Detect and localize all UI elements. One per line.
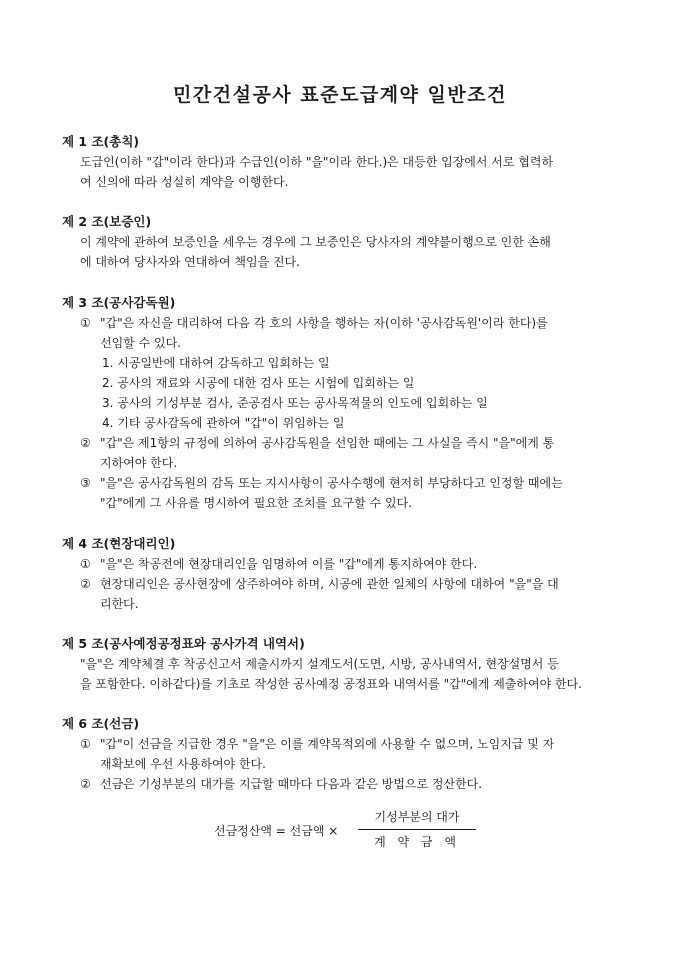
clause-continuation: 선임할 수 있다. bbox=[100, 336, 181, 350]
article-text-line: 을 포함한다. 이하같다)를 기초로 작성한 공사예정 공정표와 내역서를 "갑"에게 제출하여야 한다. bbox=[80, 677, 582, 691]
article-text-line: 이 계약에 관하여 보증인을 세우는 경우에 그 보증인은 당사자의 계약불이행으로 인한 손해 bbox=[80, 235, 551, 249]
formula-lhs: 선금정산액 = 선금액 × bbox=[214, 824, 339, 838]
article-heading: 제 2 조(보증인) bbox=[62, 214, 152, 229]
article-text-line: "을"은 계약체결 후 착공신고서 제출시까지 설계도서(도면, 시방, 공사내역서, 현장설명서 등 bbox=[80, 657, 559, 671]
article-1 bbox=[62, 132, 622, 192]
clause-continuation: 리한다. bbox=[100, 597, 139, 611]
clause-continuation: "갑"에게 그 사유를 명시하여 필요한 조치를 요구할 수 있다. bbox=[100, 496, 412, 510]
article-5 bbox=[62, 634, 622, 694]
clause-item bbox=[62, 313, 622, 333]
formula-fraction bbox=[358, 808, 476, 851]
sub-item: 4. 기타 공사감독에 관하여 "갑"이 위임하는 일 bbox=[102, 416, 345, 430]
clause-number: ① bbox=[80, 737, 91, 751]
clause-text: "갑"은 제1항의 규정에 의하여 공사감독원을 선임한 때에는 그 사실을 즉시 "을"에게 통 bbox=[100, 436, 555, 450]
article-heading: 제 6 조(선금) bbox=[62, 716, 140, 731]
clause-item bbox=[62, 433, 622, 453]
clause-item bbox=[62, 473, 622, 493]
clause-continuation: 지하여야 한다. bbox=[100, 456, 178, 470]
article-2 bbox=[62, 212, 622, 272]
article-text-line: 도급인(이하 "갑"이라 한다)과 수급인(이하 "을"이라 한다.)은 대등한 입장에서 서로 협력하 bbox=[80, 155, 554, 169]
clause-number: ① bbox=[80, 316, 91, 330]
settlement-formula bbox=[0, 808, 680, 848]
article-heading: 제 5 조(공사예정공정표와 공사가격 내역서) bbox=[62, 636, 305, 651]
fraction-bar bbox=[358, 829, 476, 830]
clause-text: "을"은 착공전에 현장대리인을 임명하여 이를 "갑"에게 통지하여야 한다. bbox=[100, 557, 478, 571]
formula-denominator: 계 약 금 액 bbox=[374, 835, 460, 849]
clause-text: "갑"이 선금을 지급한 경우 "을"은 이를 계약목적외에 사용할 수 없으며, 노임지급 및 자 bbox=[100, 737, 555, 751]
clause-number: ② bbox=[80, 436, 91, 450]
clause-item bbox=[62, 574, 622, 594]
clause-number: ② bbox=[80, 777, 91, 791]
article-heading: 제 4 조(현장대리인) bbox=[62, 536, 176, 551]
clause-text: 현장대리인은 공사현장에 상주하여야 하며, 시공에 관한 일체의 사항에 대하여 "을"을 대 bbox=[100, 577, 559, 591]
clause-continuation: 재확보에 우선 사용하여야 한다. bbox=[100, 757, 266, 771]
formula-numerator: 기성부분의 대가 bbox=[374, 810, 460, 824]
clause-text: "갑"은 자신을 대리하여 다음 각 호의 사항을 행하는 자(이하 '공사감독원'이라 한다)를 bbox=[100, 316, 548, 330]
clause-number: ① bbox=[80, 557, 91, 571]
clause-text: "을"은 공사감독원의 감독 또는 지시사항이 공사수행에 현저히 부당하다고 인정할 때에는 bbox=[100, 476, 563, 490]
article-text-line: 여 신의에 따라 성실히 계약을 이행한다. bbox=[80, 175, 289, 189]
article-6 bbox=[62, 714, 622, 794]
clause-number: ③ bbox=[80, 476, 91, 490]
clause-item bbox=[62, 734, 622, 754]
clause-text: 선금은 기성부분의 대가를 지급할 때마다 다음과 같은 방법으로 정산한다. bbox=[100, 777, 483, 791]
clause-item bbox=[62, 774, 622, 794]
article-text-line: 에 대하여 당사자와 연대하여 책임을 진다. bbox=[80, 255, 300, 269]
page-title: 민간건설공사 표준도급계약 일반조건 bbox=[173, 84, 507, 106]
article-heading: 제 1 조(총칙) bbox=[62, 134, 140, 149]
sub-item: 3. 공사의 기성부분 검사, 준공검사 또는 공사목적물의 인도에 입회하는 일 bbox=[102, 396, 488, 410]
article-4 bbox=[62, 534, 622, 614]
sub-item: 2. 공사의 재료와 시공에 대한 검사 또는 시험에 입회하는 일 bbox=[102, 376, 415, 390]
clause-item bbox=[62, 554, 622, 574]
sub-item: 1. 시공일반에 대하여 감독하고 입회하는 일 bbox=[102, 356, 330, 370]
article-heading: 제 3 조(공사감독원) bbox=[62, 295, 176, 310]
clause-number: ② bbox=[80, 577, 91, 591]
article-3 bbox=[62, 293, 622, 513]
